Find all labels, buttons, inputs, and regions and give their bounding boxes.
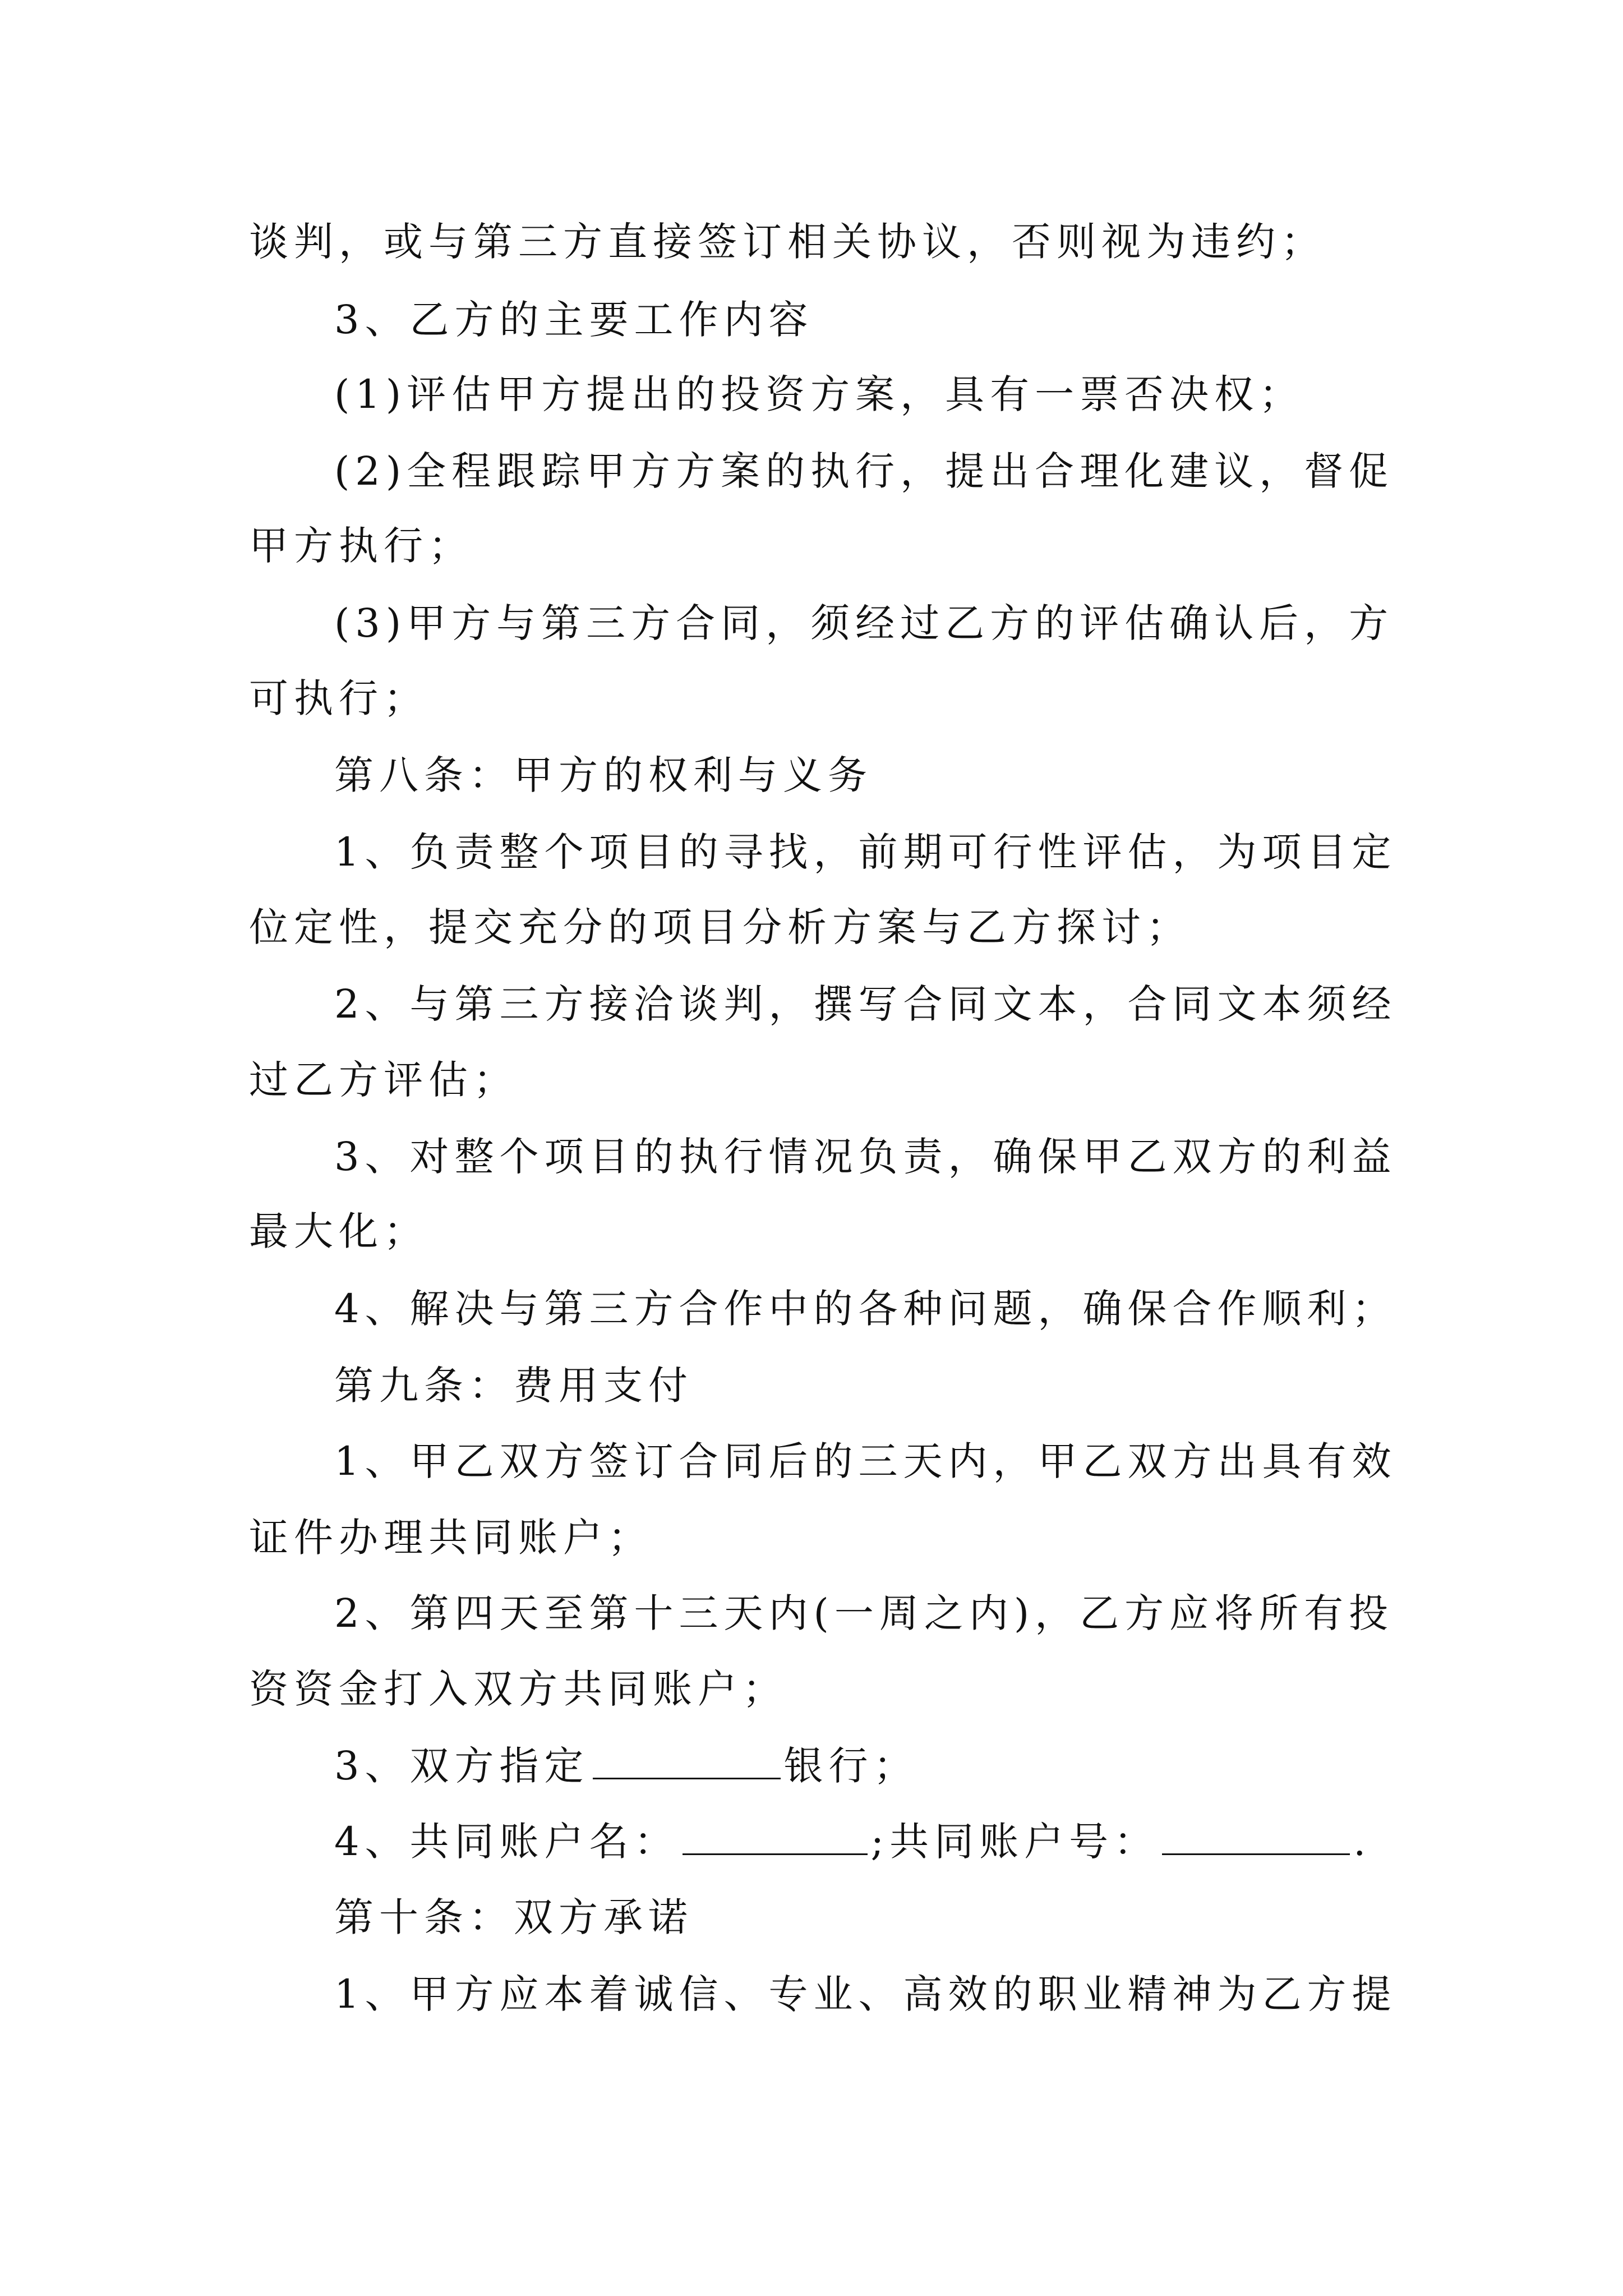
account-name-label: 4、共同账户名： — [334, 1819, 679, 1865]
text-line: 3、乙方的主要工作内容 — [334, 297, 814, 343]
text-line: (2)全程跟踪甲方方案的执行，提出合理化建议，督促 — [334, 448, 1394, 494]
account-line-end: . — [1353, 1819, 1372, 1865]
text-line: 位定性，提交充分的项目分析方案与乙方探讨； — [249, 904, 1191, 950]
text-line: 第十条：双方承诺 — [334, 1894, 693, 1940]
text-line: 证件办理共同账户； — [249, 1515, 653, 1561]
bank-name-blank — [593, 1743, 781, 1779]
account-name-blank — [683, 1819, 868, 1855]
text-line: 1、甲乙双方签订合同后的三天内，甲乙双方出具有效 — [334, 1438, 1397, 1484]
text-line: 资资金打入双方共同账户； — [249, 1666, 787, 1712]
text-line: 2、与第三方接洽谈判，撰写合同文本，合同文本须经 — [334, 981, 1397, 1027]
text-line: 谈判，或与第三方直接签订相关协议，否则视为违约； — [249, 219, 1326, 265]
account-number-blank — [1162, 1819, 1350, 1855]
text-line: 3、对整个项目的执行情况负责，确保甲乙双方的利益 — [334, 1134, 1397, 1180]
account-number-label: ;共同账户号： — [870, 1819, 1159, 1865]
bank-label: 3、双方指定 — [334, 1743, 589, 1789]
text-line: 4、解决与第三方合作中的各种问题，确保合作顺利； — [334, 1286, 1397, 1332]
text-line-bank — [334, 1741, 919, 1791]
text-line: 1、甲方应本着诚信、专业、高效的职业精神为乙方提 — [334, 1971, 1397, 2017]
text-line: (3)甲方与第三方合同，须经过乙方的评估确认后，方 — [334, 600, 1394, 646]
text-line: 最大化； — [249, 1208, 428, 1254]
text-line: (1)评估甲方提出的投资方案，具有一票否决权； — [334, 371, 1304, 417]
text-line: 过乙方评估； — [249, 1057, 518, 1103]
bank-suffix: 银行； — [783, 1743, 919, 1789]
text-line: 第九条：费用支付 — [334, 1363, 693, 1409]
text-line-account — [334, 1816, 1371, 1867]
text-line: 甲方执行； — [249, 523, 473, 569]
text-line: 第八条：甲方的权利与义务 — [334, 752, 873, 798]
text-line: 1、负责整个项目的寻找，前期可行性评估，为项目定 — [334, 829, 1397, 875]
text-line: 可执行； — [249, 675, 428, 721]
text-line: 2、第四天至第十三天内(一周之内)，乙方应将所有投 — [334, 1590, 1394, 1636]
